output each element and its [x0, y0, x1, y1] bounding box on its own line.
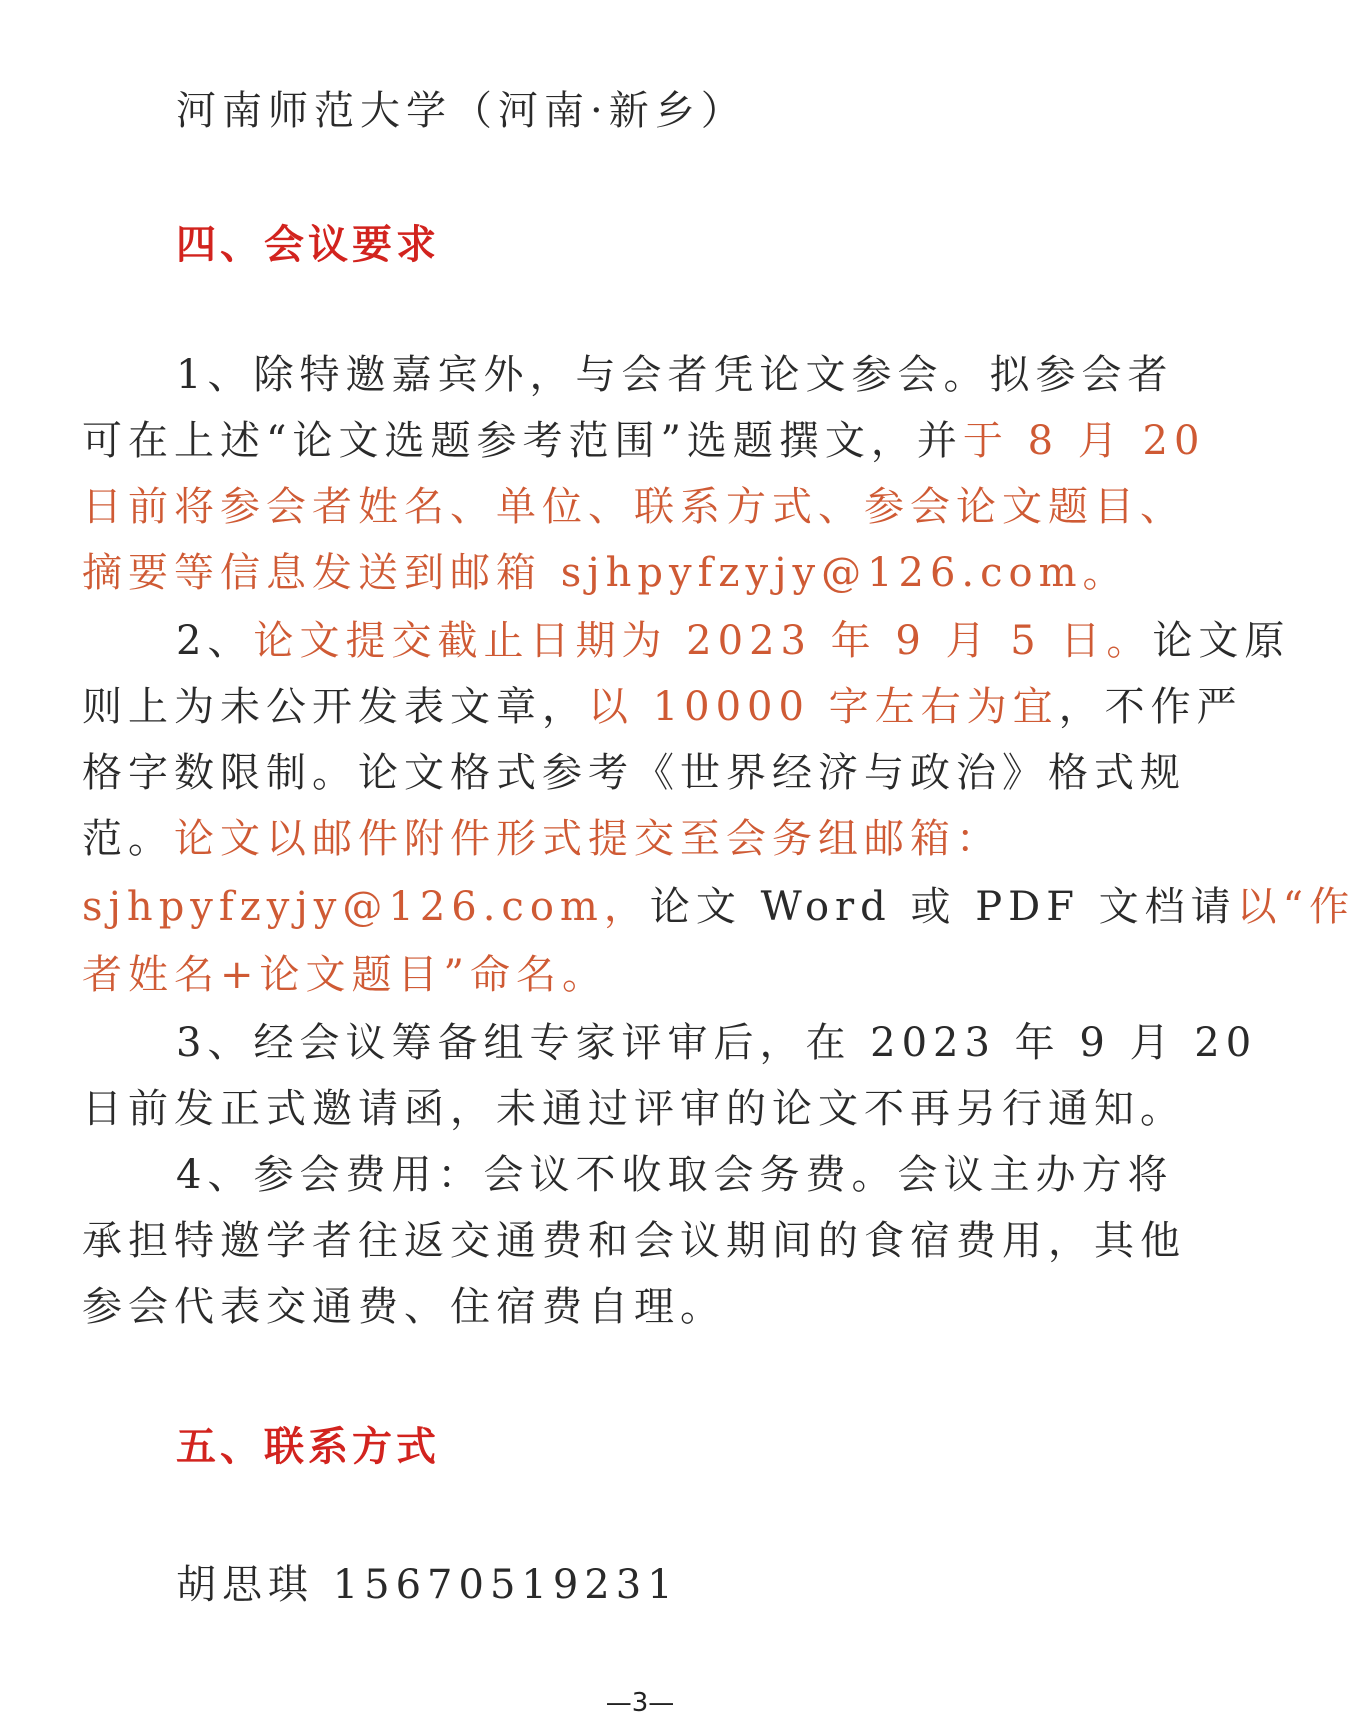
item2-line4-highlight: 论文以邮件附件形式提交至会务组邮箱： — [174, 816, 1002, 862]
item2-line5 — [82, 882, 1355, 932]
item1-line3: 日前将参会者姓名、单位、联系方式、参会论文题目、 — [82, 484, 1186, 530]
item1-line2-highlight: 于 8 月 20 — [962, 418, 1206, 464]
item2-line2-highlight: 以 10000 字左右为宜 — [588, 684, 1059, 730]
item3-line1: 3、经会议筹备组专家评审后，在 2023 年 9 月 20 — [176, 1020, 1258, 1066]
item4-line3: 参会代表交通费、住宿费自理。 — [82, 1284, 726, 1330]
item1-line1: 1、除特邀嘉宾外，与会者凭论文参会。拟参会者 — [176, 352, 1174, 398]
section5-heading: 五、联系方式 — [176, 1424, 440, 1470]
item2-line1 — [176, 616, 1290, 666]
item2-line1-suffix: 论文原 — [1152, 618, 1291, 664]
item2-line4 — [82, 814, 1002, 864]
item4-line2: 承担特邀学者往返交通费和会议期间的食宿费用，其他 — [82, 1218, 1186, 1264]
item2-line1-highlight: 论文提交截止日期为 2023 年 9 月 5 日。 — [253, 618, 1153, 664]
item2-line4-prefix: 范。 — [82, 816, 174, 862]
page-number: —3— — [605, 1688, 675, 1718]
item2-line2-suffix: ，不作严 — [1058, 684, 1243, 730]
contact-line: 胡思琪 15670519231 — [176, 1562, 679, 1608]
item2-line1-prefix: 2、 — [176, 618, 254, 664]
section4-heading: 四、会议要求 — [176, 222, 440, 268]
item2-line5-email: sjhpyfzyjy@126.com， — [82, 884, 650, 930]
item1-line2 — [82, 416, 1205, 466]
item2-line5-text: 论文 Word 或 PDF 文档请 — [649, 884, 1237, 930]
item2-line3: 格字数限制。论文格式参考《世界经济与政治》格式规 — [82, 750, 1186, 796]
item2-line6: 者姓名+论文题目”命名。 — [82, 952, 608, 998]
item4-line1: 4、参会费用：会议不收取会务费。会议主办方将 — [176, 1152, 1174, 1198]
item1-line2-text: 可在上述“论文选题参考范围”选题撰文，并 — [82, 418, 963, 464]
item2-line2-prefix: 则上为未公开发表文章， — [82, 684, 588, 730]
item2-line2 — [82, 682, 1243, 732]
item1-line4: 摘要等信息发送到邮箱 sjhpyfzyjy@126.com。 — [82, 550, 1129, 596]
item2-line5-highlight: 以“作 — [1236, 884, 1355, 930]
header-line: 河南师范大学（河南·新乡） — [176, 88, 747, 134]
item3-line2: 日前发正式邀请函，未通过评审的论文不再另行通知。 — [82, 1086, 1186, 1132]
